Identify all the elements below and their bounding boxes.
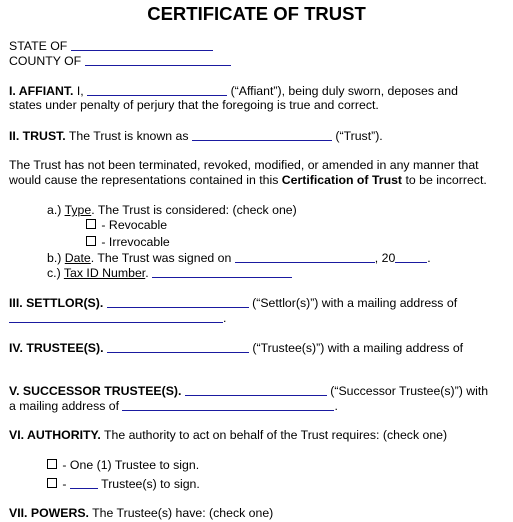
multiple-trustees-dash: - bbox=[62, 477, 67, 491]
powers-text: The Trustee(s) have: (check one) bbox=[92, 506, 274, 520]
paragraph-pre: would cause the representations contained in this bbox=[9, 173, 279, 187]
settlor-name-field[interactable] bbox=[107, 296, 249, 308]
county-line bbox=[9, 53, 231, 69]
successor-address-field[interactable] bbox=[122, 399, 334, 411]
county-field[interactable] bbox=[85, 54, 231, 66]
affiant-post: (“Affiant”), being duly sworn, deposes and bbox=[230, 84, 458, 98]
revocable-option bbox=[86, 218, 167, 233]
paragraph-post: to be incorrect. bbox=[405, 173, 487, 187]
trustee-line bbox=[9, 340, 463, 356]
item-a-prefix: a.) bbox=[47, 203, 62, 217]
multiple-trustees-checkbox[interactable] bbox=[47, 478, 57, 488]
document-title: CERTIFICATE OF TRUST bbox=[147, 3, 366, 24]
authority-heading: VI. AUTHORITY. bbox=[9, 428, 101, 442]
paragraph-line-1: The Trust has not been terminated, revoked, modified, or amended in any manner that bbox=[9, 158, 479, 172]
one-trustee-label: - One (1) Trustee to sign. bbox=[62, 458, 200, 472]
item-a-term: Type bbox=[64, 203, 92, 217]
trust-pre: The Trust is known as bbox=[68, 129, 189, 143]
revocable-checkbox[interactable] bbox=[86, 219, 96, 229]
successor-line-2 bbox=[9, 398, 338, 414]
item-c-term: Tax ID Number bbox=[63, 266, 146, 280]
successor-name-field[interactable] bbox=[185, 384, 327, 396]
item-a-line bbox=[47, 203, 297, 218]
affiant-heading: I. AFFIANT. bbox=[9, 84, 74, 98]
authority-text: The authority to act on behalf of the Trust requires: (check one) bbox=[103, 428, 448, 442]
revocable-label: - Revocable bbox=[101, 218, 168, 232]
multiple-trustees-label: Trustee(s) to sign. bbox=[101, 477, 200, 491]
state-label: STATE OF bbox=[9, 39, 68, 53]
settlor-heading: III. SETTLOR(S). bbox=[9, 296, 104, 310]
irrevocable-option bbox=[86, 235, 170, 250]
tax-id-field[interactable] bbox=[152, 266, 292, 278]
trust-line bbox=[9, 128, 383, 144]
county-label: COUNTY OF bbox=[9, 54, 82, 68]
affiant-name-field[interactable] bbox=[87, 84, 227, 96]
item-c-line bbox=[47, 265, 292, 281]
trust-post: (“Trust”). bbox=[335, 129, 383, 143]
successor-line-1 bbox=[9, 383, 488, 399]
item-b-prefix: b.) bbox=[47, 251, 62, 265]
item-a-text: . The Trust is considered: (check one) bbox=[91, 203, 297, 217]
signed-date-field[interactable] bbox=[235, 251, 375, 263]
successor-post: (“Successor Trustee(s)”) with bbox=[330, 384, 489, 398]
settlor-post: (“Settlor(s)”) with a mailing address of bbox=[252, 296, 458, 310]
irrevocable-checkbox[interactable] bbox=[86, 236, 96, 246]
trustee-post: (“Trustee(s)”) with a mailing address of bbox=[252, 341, 464, 355]
settlor-end: . bbox=[223, 311, 227, 325]
powers-line bbox=[9, 506, 273, 521]
signed-year-field[interactable] bbox=[395, 251, 427, 263]
settlor-line-2 bbox=[9, 310, 226, 326]
trustee-name-field[interactable] bbox=[107, 341, 249, 353]
irrevocable-label: - Irrevocable bbox=[101, 235, 170, 249]
affiant-pre: I, bbox=[76, 84, 84, 98]
trust-heading: II. TRUST. bbox=[9, 129, 66, 143]
item-c-text: . bbox=[145, 266, 149, 280]
item-c-prefix: c.) bbox=[47, 266, 61, 280]
authority-option-one bbox=[47, 458, 199, 473]
affiant-line-2: states under penalty of perjury that the foregoing is true and correct. bbox=[9, 98, 379, 112]
state-line bbox=[9, 38, 213, 54]
item-b-text: . The Trust was signed on bbox=[90, 251, 232, 265]
one-trustee-checkbox[interactable] bbox=[47, 459, 57, 469]
item-b-year: , 20 bbox=[374, 251, 396, 265]
item-b-term: Date bbox=[64, 251, 91, 265]
successor-address-label: a mailing address of bbox=[9, 399, 120, 413]
authority-line bbox=[9, 428, 447, 443]
settlor-line-1 bbox=[9, 295, 457, 311]
paragraph-line-2 bbox=[9, 173, 487, 188]
affiant-line-1 bbox=[9, 83, 458, 99]
trustee-count-field[interactable] bbox=[70, 477, 98, 489]
state-field[interactable] bbox=[71, 39, 213, 51]
authority-option-multiple bbox=[47, 476, 200, 492]
trust-name-field[interactable] bbox=[192, 129, 332, 141]
settlor-address-field[interactable] bbox=[9, 311, 223, 323]
trustee-heading: IV. TRUSTEE(S). bbox=[9, 341, 104, 355]
powers-heading: VII. POWERS. bbox=[9, 506, 89, 520]
paragraph-bold: Certification of Trust bbox=[281, 173, 403, 187]
item-b-line bbox=[47, 250, 431, 266]
item-b-end: . bbox=[427, 251, 431, 265]
successor-end: . bbox=[334, 399, 338, 413]
successor-heading: V. SUCCESSOR TRUSTEE(S). bbox=[9, 384, 182, 398]
